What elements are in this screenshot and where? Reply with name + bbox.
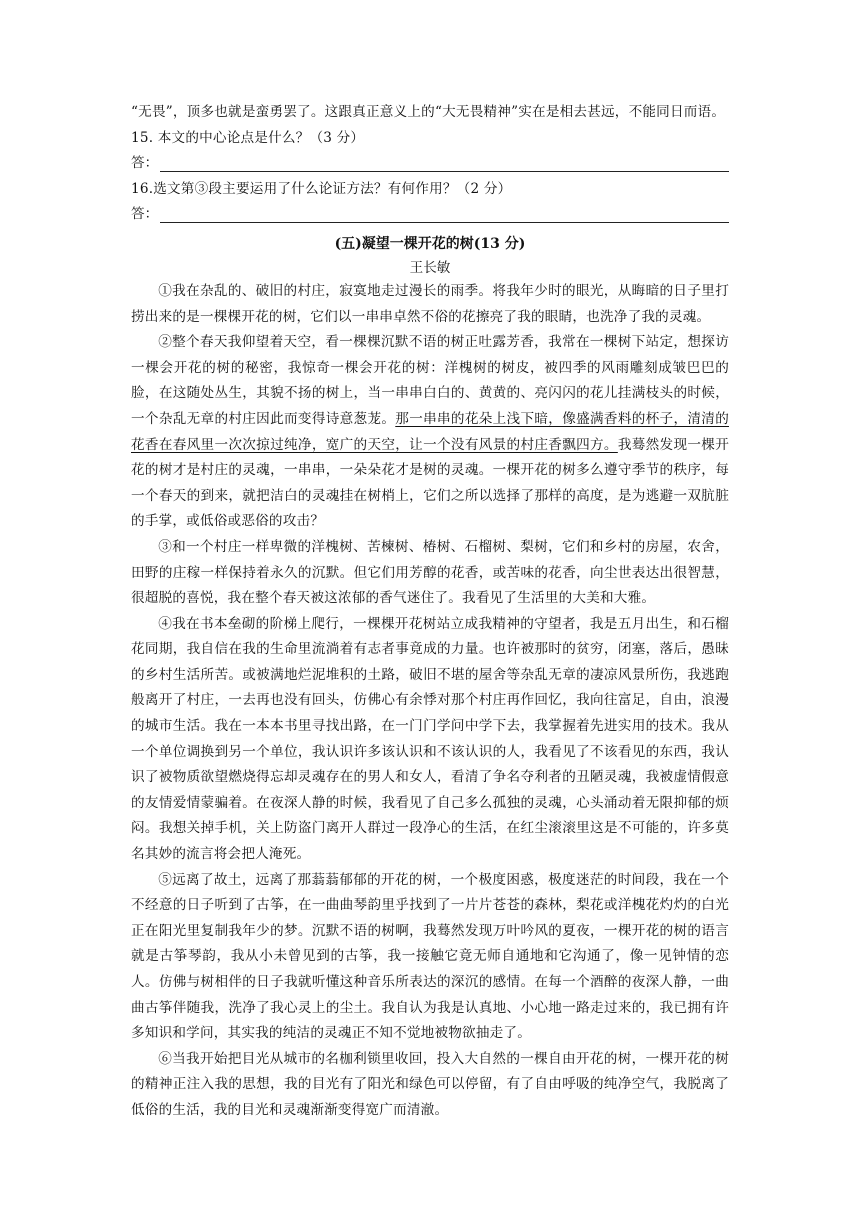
paragraph-5: ⑤远离了故土，远离了那蓊蓊郁郁的开花的树，一个极度困惑，极度迷茫的时间段，我在一个不经意的日子听到了古筝，在一曲曲琴韵里乎找到了一片片苍苍的森林，梨花或洋槐花灼灼的白光正在阳光里复制我年少的梦。沉默不语的树啊，我蓦然发现万叶吟风的夏夜，一棵开花的树的语言就是古筝琴韵，我从小未曾见到的古筝，我一接触它竟无师自通地和它沟通了，像一见钟情的恋人。仿佛与树相伴的日子我就听懂这种音乐所表达的深沉的感情。在每一个酒醉的夜深人静，一曲曲古筝伴随我，洗净了我心灵上的尘土。我自认为我是认真地、小心地一路走过来的，我已拥有许多知识和学问，其实我的纯洁的灵魂正不知不觉地被物欲抽走了。 [131, 871, 729, 1042]
question-16: 16.选文第③段主要运用了什么论证方法？有何作用？（2 分） [131, 180, 512, 197]
article-title: (五)凝望一棵开花的树(13 分) [334, 235, 526, 252]
underlined-sentence: 那一串串的花朵上浅下暗，像盛满香料的杯子，清清的花香在春风里一次次掠过纯净，宽广的天空，让一个没有风景的村庄香飘四方。 [131, 410, 729, 453]
answer-label: 答： [131, 206, 159, 223]
answer-line[interactable] [160, 204, 729, 223]
answer-label: 答： [131, 155, 159, 172]
intro-paragraph: “无畏”，顶多也就是蛮勇罢了。这跟真正意义上的“大无畏精神”实在是相去甚远，不能同日而语。 [131, 104, 726, 120]
paragraph-4: ④我在书本垒砌的阶梯上爬行，一棵棵开花树站立成我精神的守望者，我是五月出生，和石榴花同期，我自信在我的生命里流淌着有志者事竟成的力量。也许被那时的贫穷，闭塞，落后，愚昧的乡村生活所苦。或被满地烂泥堆积的土路，破旧不堪的屋舍等杂乱无章的凄凉风景所伤，我逃跑般离开了村庄，一去再也没有回头，仿佛心有余悸对那个村庄再作回忆，我向往富足，自由，浪漫的城市生活。我在一本本书里寻找出路，在一门门学问中学下去，我掌握着先进实用的技术。我从一个单位调换到另一个单位，我认识许多该认识和不该认识的人，我看见了不该看见的东西，我认识了被物质欲望燃烧得忘却灵魂存在的男人和女人，看清了争名夺利者的丑陋灵魂，我被虚情假意的友情爱情蒙骗着。在夜深人静的时候，我看见了自己多么孤独的灵魂，心头涌动着无限抑郁的烦闷。我想关掉手机，关上防盗门离开人群过一段净心的生活，在红尘滚滚里这是不可能的，许多莫名其妙的流言将会把人淹死。 [131, 615, 729, 863]
paragraph-2-text-end: 我蓦然发现一棵开花的树才是村庄的灵魂，一串串，一朵朵花才是树的灵魂。一棵开花的树多么遵守季节的秩序，每一个春天的到来，就把洁白的灵魂挂在树梢上，它们之所以选择了那样的高度，是为逃避一双肮脏的手掌，或低俗或恶俗的攻击？ [131, 436, 729, 530]
paragraph-3: ③和一个村庄一样卑微的洋槐树、苦楝树、椿树、石榴树、梨树，它们和乡村的房屋，农舍，田野的庄稼一样保持着永久的沉默。但它们用芳醇的花香，或苦味的花香，向尘世表达出很智慧，很超脱的喜悦，我在整个春天被这浓郁的香气迷住了。我看见了生活里的大美和大雅。 [131, 538, 729, 607]
paragraph-1: ①我在杂乱的、破旧的村庄，寂寞地走过漫长的雨季。将我年少时的眼光，从晦暗的日子里打捞出来的是一棵棵开花的树，它们以一串串卓然不俗的花擦亮了我的眼睛，也洗净了我的灵魂。 [131, 282, 729, 325]
paragraph-2-text: ②整个春天我仰望着天空，看一棵棵沉默不语的树正吐露芳香，我常在一棵树下站定，想探访一棵会开花的树的秘密，我惊奇一棵会开花的树：洋槐树的树皮，被四季的风雨雕刻成皱巴巴的脸，在这随处丛生，其貌不扬的树上，当一串串白白的、黄黄的、亮闪闪的花儿挂满枝头的时候，一个杂乱无章的村庄因此而变得诗意葱茏。 [131, 334, 729, 427]
exam-page [131, 100, 729, 1124]
article-author: 王长敏 [409, 259, 451, 276]
answer-row-16 [131, 202, 729, 228]
answer-line[interactable] [160, 153, 729, 172]
question-15: 15. 本文的中心论点是什么？（3 分） [131, 129, 365, 146]
paragraph-6: ⑥当我开始把目光从城市的名枷利锁里收回，投入大自然的一棵自由开花的树，一棵开花的树的精神正注入我的思想，我的目光有了阳光和绿色可以停留，有了自由呼吸的纯净空气，我脱离了低俗的生活，我的目光和灵魂渐渐变得宽广而清澈。 [131, 1050, 729, 1118]
answer-row-15 [131, 151, 729, 177]
paragraph-2 [131, 330, 729, 535]
